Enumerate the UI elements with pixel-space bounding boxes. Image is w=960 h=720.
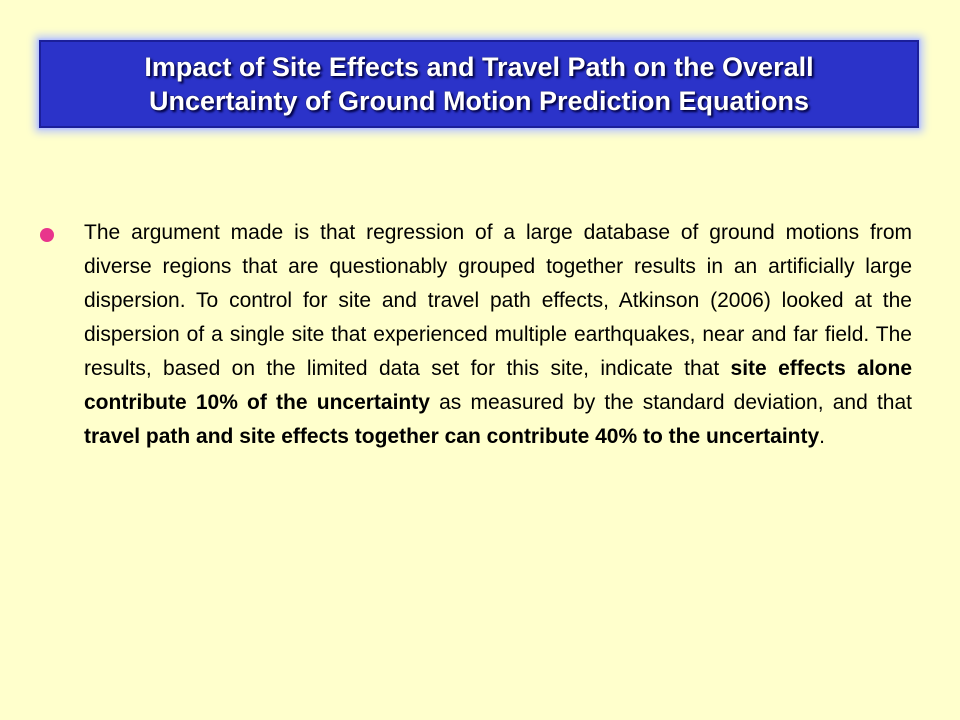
paragraph-emphasis-2: travel path and site effects together can contribute 40% to the uncertainty [84,425,820,448]
title-line-2: Uncertainty of Ground Motion Prediction Equations [149,86,809,116]
title-banner [39,40,919,128]
title-line-1: Impact of Site Effects and Travel Path on the Overall [144,52,814,82]
paragraph-emphasis-1: site effects alone contribute 10% of the uncertainty [84,357,912,414]
bullet-paragraph [84,216,912,454]
paragraph-text-2: as measured by the standard deviation, and that [429,391,913,414]
bullet-dot-icon [40,228,54,242]
paragraph-text-1: The argument made is that regression of a large database of ground motions from diverse regions that are questionably grouped together results in an artificially large dispersion. To control for site and travel path effects, Atkinson (2006) looked at the dispersion of a single site that experienced multiple earthquakes, near and far field. The results, based on the limited data set for this site, indicate that [84,221,912,380]
paragraph-text-3: . [819,425,825,448]
